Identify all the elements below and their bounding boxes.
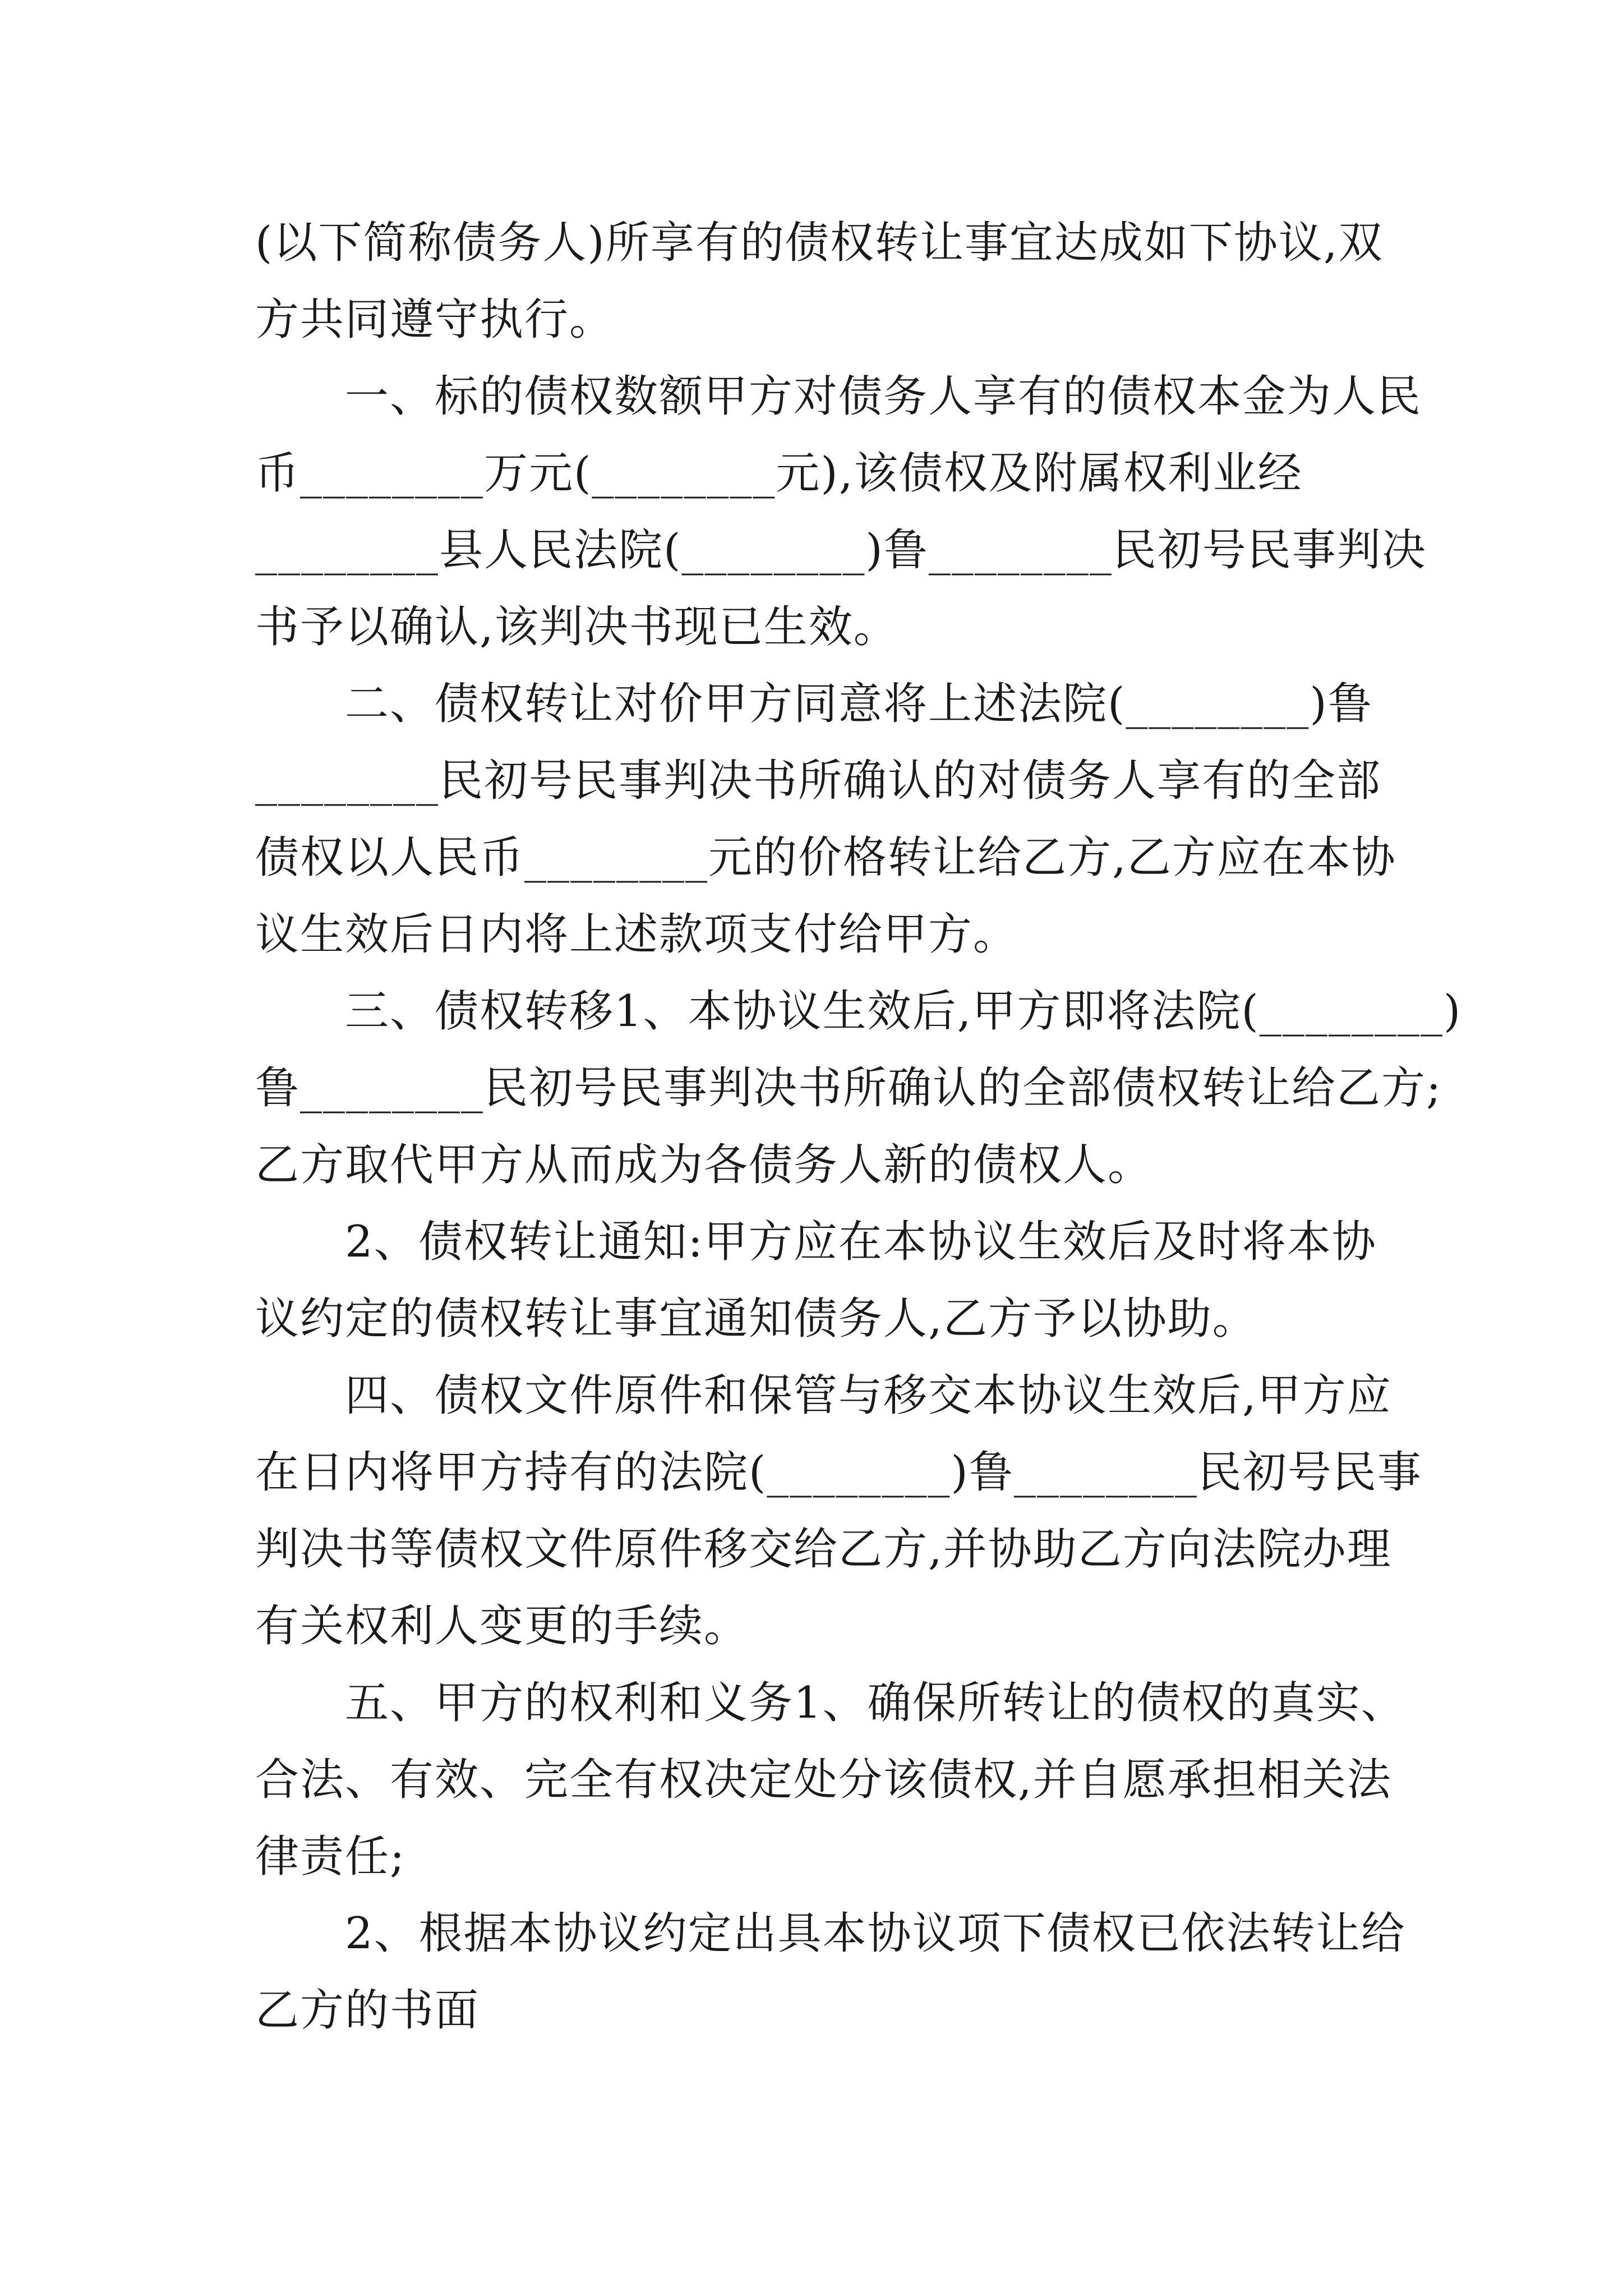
text-line: 方共同遵守执行。: [255, 295, 615, 345]
paragraph-five-item-two-line: 2、根据本协议约定出具本协议项下债权已依法转让给: [255, 1908, 1406, 1959]
text-line: 债权以人民币________元的价格转让给乙方,乙方应在本协: [255, 832, 1396, 883]
text-line: 议约定的债权转让事宜通知债务人,乙方予以协助。: [255, 1294, 1257, 1344]
text-line: 合法、有效、完全有权决定处分该债权,并自愿承担相关法: [255, 1755, 1392, 1805]
text-line: 乙方的书面: [255, 1985, 480, 2036]
paragraph-two-line: 二、债权转让对价甲方同意将上述法院(________)鲁: [255, 679, 1373, 729]
paragraph-five-line: 五、甲方的权利和义务1、确保所转让的债权的真实、: [255, 1678, 1406, 1728]
text-line: 在日内将甲方持有的法院(________)鲁________民初号民事: [255, 1447, 1422, 1498]
text-line: ________民初号民事判决书所确认的对债务人享有的全部: [255, 756, 1382, 806]
text-line: ________县人民法院(________)鲁________民初号民事判决: [255, 525, 1427, 576]
text-line: 乙方取代甲方从而成为各债务人新的债权人。: [255, 1140, 1153, 1190]
paragraph-three-line: 三、债权转移1、本协议生效后,甲方即将法院(________): [255, 986, 1462, 1037]
paragraph-four-line: 四、债权文件原件和保管与移交本协议生效后,甲方应: [255, 1370, 1392, 1421]
document-page: [255, 205, 1462, 2049]
text-line: 判决书等债权文件原件移交给乙方,并协助乙方向法院办理: [255, 1524, 1392, 1575]
text-line: 鲁________民初号民事判决书所确认的全部债权转让给乙方;: [255, 1063, 1442, 1114]
text-line: 币________万元(________元),该债权及附属权利业经: [255, 448, 1303, 499]
paragraph-one-line: 一、标的债权数额甲方对债务人享有的债权本金为人民: [255, 371, 1422, 422]
text-line: 律责任;: [255, 1832, 406, 1882]
text-line: (以下简称债务人)所享有的债权转让事宜达成如下协议,双: [255, 218, 1384, 268]
text-line: 书予以确认,该判决书现已生效。: [255, 602, 898, 652]
text-line: 有关权利人变更的手续。: [255, 1601, 749, 1651]
text-line: 议生效后日内将上述款项支付给甲方。: [255, 909, 1018, 960]
paragraph-transfer-notice-line: 2、债权转让通知:甲方应在本协议生效后及时将本协: [255, 1217, 1377, 1267]
